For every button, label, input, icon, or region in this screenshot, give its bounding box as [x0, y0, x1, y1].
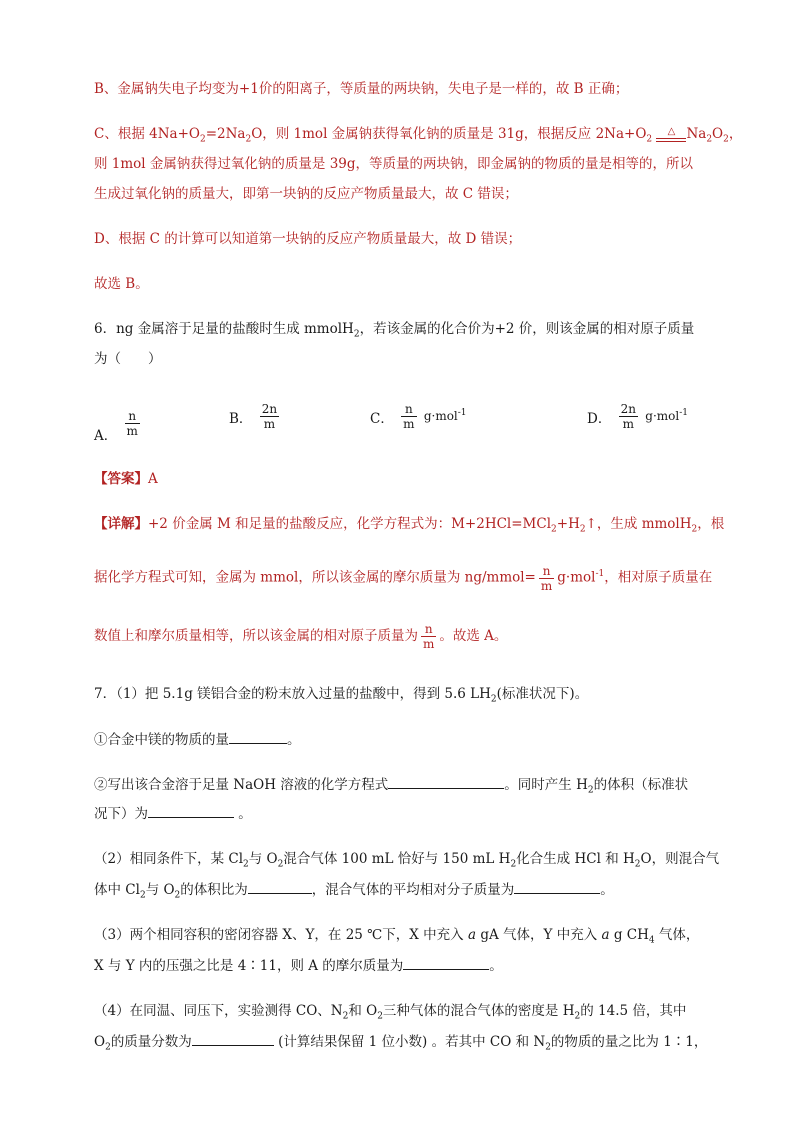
q7-p1-ii-end: 。	[238, 806, 252, 822]
detail1-sub3: 2	[691, 524, 698, 535]
option-c-unit-text: g·mol	[423, 409, 458, 423]
option-c-unit-sup: -1	[457, 408, 467, 418]
detail3-a: 数值上和摩尔质量相等，所以该金属的相对原子质量为	[94, 628, 418, 644]
q7-p1-ii-c: 的体积（标准状	[593, 777, 689, 793]
q7-p3-b-italic: a	[601, 927, 610, 943]
option-c-den: m	[403, 417, 415, 431]
q7-p2-s4: 2	[634, 859, 641, 870]
option-a-fraction	[125, 409, 140, 438]
conclusion-text: 故选 B。	[94, 276, 149, 292]
detail3-den: m	[423, 637, 435, 651]
option-c[interactable]	[370, 402, 467, 431]
q6-line1-b: ，若该金属的化合价为+2 价，则该金属的相对原子质量	[359, 321, 695, 337]
c1-pre: C、根据 4Na+O	[94, 126, 200, 142]
q7-p1-sub: 2	[490, 694, 497, 705]
q6-line1-a: 6．ng 金属溶于足量的盐酸时生成 mmolH	[94, 321, 354, 337]
option-a-letter: A．	[94, 428, 118, 444]
blank-equation[interactable]	[388, 774, 504, 789]
heat-arrow-icon	[656, 127, 686, 142]
q7-p2-s1: 2	[243, 859, 249, 870]
q6-line2: 为（ ）	[94, 351, 162, 367]
q7-p2-b: 与 O	[248, 851, 278, 867]
blank-h2-volume[interactable]	[148, 803, 234, 818]
q6-detail-line1	[94, 514, 724, 540]
q7-part3-line1	[94, 925, 699, 951]
q6-stem-line1	[94, 319, 694, 345]
option-c-letter: C．	[370, 410, 394, 427]
option-b-num: 2n	[261, 402, 278, 416]
c1-tail: ，	[728, 126, 743, 142]
q7-p1-ii-sub: 2	[587, 785, 594, 796]
option-d-num: 2n	[620, 402, 636, 416]
q7-p4-d: 的 14.5 倍，其中	[580, 1003, 687, 1019]
detail1-a: +2 价金属 M 和足量的盐酸反应，化学方程式为：M+2HCl=MCl	[148, 516, 552, 532]
detail1-d: ，根	[697, 516, 725, 532]
analysis-b-text: B、金属钠失电子均变为+1价的阳离子，等质量的两块钠，失电子是一样的，故 B 正确；	[94, 81, 629, 97]
q7-p2-d: 化合生成 HCl 和 H	[516, 851, 635, 867]
q7-part1-ii-cont	[94, 803, 252, 824]
blank-o2-mass-fraction[interactable]	[192, 1031, 274, 1046]
q7-part4-line2	[94, 1031, 707, 1058]
q7-p1-i: ①合金中镁的物质的量	[94, 732, 229, 748]
q7-p3-e: X 与 Y 内的压强之比是 4∶11，则 A 的摩尔质量为	[94, 958, 404, 974]
c3-text: 生成过氧化钠的质量大，即第一块钠的反应产物质量最大，故 C 错误；	[94, 186, 518, 202]
option-d-den: m	[622, 417, 634, 431]
q7-p4-s4: 2	[105, 1042, 111, 1053]
q7-p3-end: 。	[489, 958, 503, 974]
option-c-unit	[424, 409, 467, 423]
detail3-b: 。故选 A。	[439, 628, 508, 644]
analysis-c-line1	[94, 124, 742, 150]
detail3-fraction	[421, 622, 436, 651]
option-a[interactable]	[94, 402, 143, 444]
q7-part1-ii	[94, 774, 688, 801]
q7-p2-end: 。	[600, 882, 614, 898]
c1-mid: =2Na	[205, 126, 246, 142]
detail1-c: ↑，生成 mmolH	[585, 516, 692, 532]
q7-p4-s5: 2	[545, 1042, 551, 1053]
detail2-sup: -1	[595, 569, 605, 579]
detail1-sub2: 2	[579, 524, 586, 535]
q7-part3-line2	[94, 955, 503, 976]
q7-p2-c: 混合气体 100 mL 恰好与 150 mL H	[283, 851, 511, 867]
c2-text: 则 1mol 金属钠获得过氧化钠的质量是 39g，等质量的两块钠，即金属钠的物质的量是相等的，所以	[94, 156, 694, 172]
q7-p1-i-end: 。	[287, 732, 301, 748]
q7-p2-i: ，混合气体的平均相对分子质量为	[311, 882, 515, 898]
q7-p2-f: 体中 Cl	[94, 882, 140, 898]
q7-p3-d: 气体，	[654, 927, 700, 943]
option-d[interactable]	[587, 402, 688, 431]
q7-p4-c: 三种气体的混合气体的密度是 H	[382, 1003, 575, 1019]
analysis-d	[94, 229, 521, 249]
q6-detail-line3	[94, 618, 507, 654]
q7-p3-a: （3）两个相同容积的密闭容器 X、Y，在 25 ℃下，X 中充入	[94, 927, 468, 943]
detail2-b: g·mol	[557, 569, 596, 586]
q7-part4-line1	[94, 1001, 686, 1027]
blank-volume-ratio[interactable]	[248, 879, 312, 894]
blank-molar-mass-a[interactable]	[403, 955, 489, 970]
blank-avg-molar-mass[interactable]	[514, 879, 600, 894]
q7-p4-b: 和 O	[348, 1003, 378, 1019]
q6-stem-line2	[94, 349, 162, 369]
option-d-unit-text: g·mol	[645, 409, 680, 423]
option-d-fraction	[619, 402, 638, 431]
analysis-c-line2	[94, 154, 693, 174]
q7-part1-i	[94, 729, 301, 750]
q7-p2-e: O，则混合气	[640, 851, 720, 867]
d-text: D、根据 C 的计算可以知道第一块钠的反应产物质量最大，故 D 错误；	[94, 231, 522, 247]
delta-symbol: △	[667, 126, 676, 137]
analysis-conclusion	[94, 274, 149, 294]
c1-sub5: 2	[706, 134, 713, 145]
q7-p4-s1: 2	[342, 1011, 349, 1022]
q7-p1-ii-b: 。同时产生 H	[504, 777, 588, 793]
option-d-unit	[645, 409, 688, 423]
detail-label: 【详解】	[94, 516, 148, 532]
q7-p2-s2: 2	[277, 859, 284, 870]
q7-p1-b: (标准状况下)。	[496, 686, 589, 702]
analysis-c-line3	[94, 184, 518, 204]
answer-label: 【答案】	[94, 471, 148, 487]
q7-part2-line1	[94, 849, 719, 875]
detail2-fraction	[539, 564, 554, 593]
detail2-c: ，相对原子质量在	[604, 569, 713, 586]
detail2-num: n	[539, 564, 554, 579]
analysis-b	[94, 79, 628, 99]
option-d-letter: D．	[587, 410, 612, 427]
option-c-num: n	[401, 402, 416, 417]
q7-p3-sub: 4	[648, 935, 655, 946]
q7-p4-g: (计算结果保留 1 位小数) 。若其中 CO 和 N	[273, 1034, 546, 1050]
q7-p1-a: 7．（1）把 5.1g 镁铝合金的粉末放入过量的盐酸中，得到 5.6 LH	[94, 686, 491, 702]
detail1-sub1: 2	[551, 524, 557, 535]
c1-o: O	[712, 126, 724, 142]
q7-p3-b: gA 气体，Y 中充入	[476, 927, 602, 943]
option-c-fraction	[401, 402, 416, 431]
c1-sub6: 2	[723, 134, 729, 145]
option-b[interactable]	[229, 402, 282, 431]
q7-p4-a: （4）在同温、同压下，实验测得 CO、N	[94, 1003, 343, 1019]
detail1-b: +H	[556, 516, 580, 532]
q7-p4-f: 的质量分数为	[110, 1034, 192, 1050]
q7-part2-line2	[94, 879, 614, 906]
option-b-fraction	[260, 402, 279, 431]
q7-p2-s6: 2	[174, 890, 181, 901]
detail3-num: n	[421, 622, 436, 637]
option-a-den: m	[126, 423, 138, 438]
detail2-a: 据化学方程式可知，金属为 mmol，所以该金属的摩尔质量为 ng/mmol=	[94, 569, 536, 586]
q7-p4-s2: 2	[377, 1011, 383, 1022]
c1-sub2: 2	[199, 134, 206, 145]
option-b-den: m	[263, 417, 276, 431]
q7-p1-ii-d: 况下）为	[94, 806, 148, 822]
q7-p2-g: 与 O	[145, 882, 175, 898]
q7-p4-h: 的物质的量之比为 1∶1，	[550, 1034, 708, 1050]
c1-end: Na	[686, 126, 707, 142]
q7-p1-ii-a: ②写出该合金溶于足量 NaOH 溶液的化学方程式	[94, 777, 389, 793]
c1-post: O，则 1mol 金属钠获得氧化钠的质量是 31g，根据反应 2Na+O	[251, 126, 647, 142]
q7-p2-s5: 2	[139, 890, 146, 901]
q7-p4-s3: 2	[574, 1011, 581, 1022]
option-b-letter: B．	[229, 410, 253, 427]
q7-p2-a: （2）相同条件下，某 Cl	[94, 851, 244, 867]
c1-sub3: 2	[245, 134, 252, 145]
q7-p4-e: O	[94, 1034, 106, 1050]
q6-answer	[94, 469, 158, 489]
q7-p3-c: g CH	[609, 927, 649, 943]
option-d-unit-sup: -1	[679, 408, 689, 418]
option-a-num: n	[125, 409, 140, 424]
q6-detail-line2	[94, 556, 712, 596]
blank-mg-moles[interactable]	[229, 729, 287, 744]
detail2-den: m	[540, 578, 553, 593]
answer-value: A	[148, 471, 158, 487]
q7-p2-s3: 2	[510, 859, 517, 870]
q7-part1	[94, 684, 588, 710]
c1-sub4: 2	[646, 134, 653, 145]
q7-p2-h: 的体积比为	[180, 882, 248, 898]
q7-p3-a-italic: a	[467, 927, 477, 943]
q6-line1-sub: 2	[353, 329, 360, 340]
